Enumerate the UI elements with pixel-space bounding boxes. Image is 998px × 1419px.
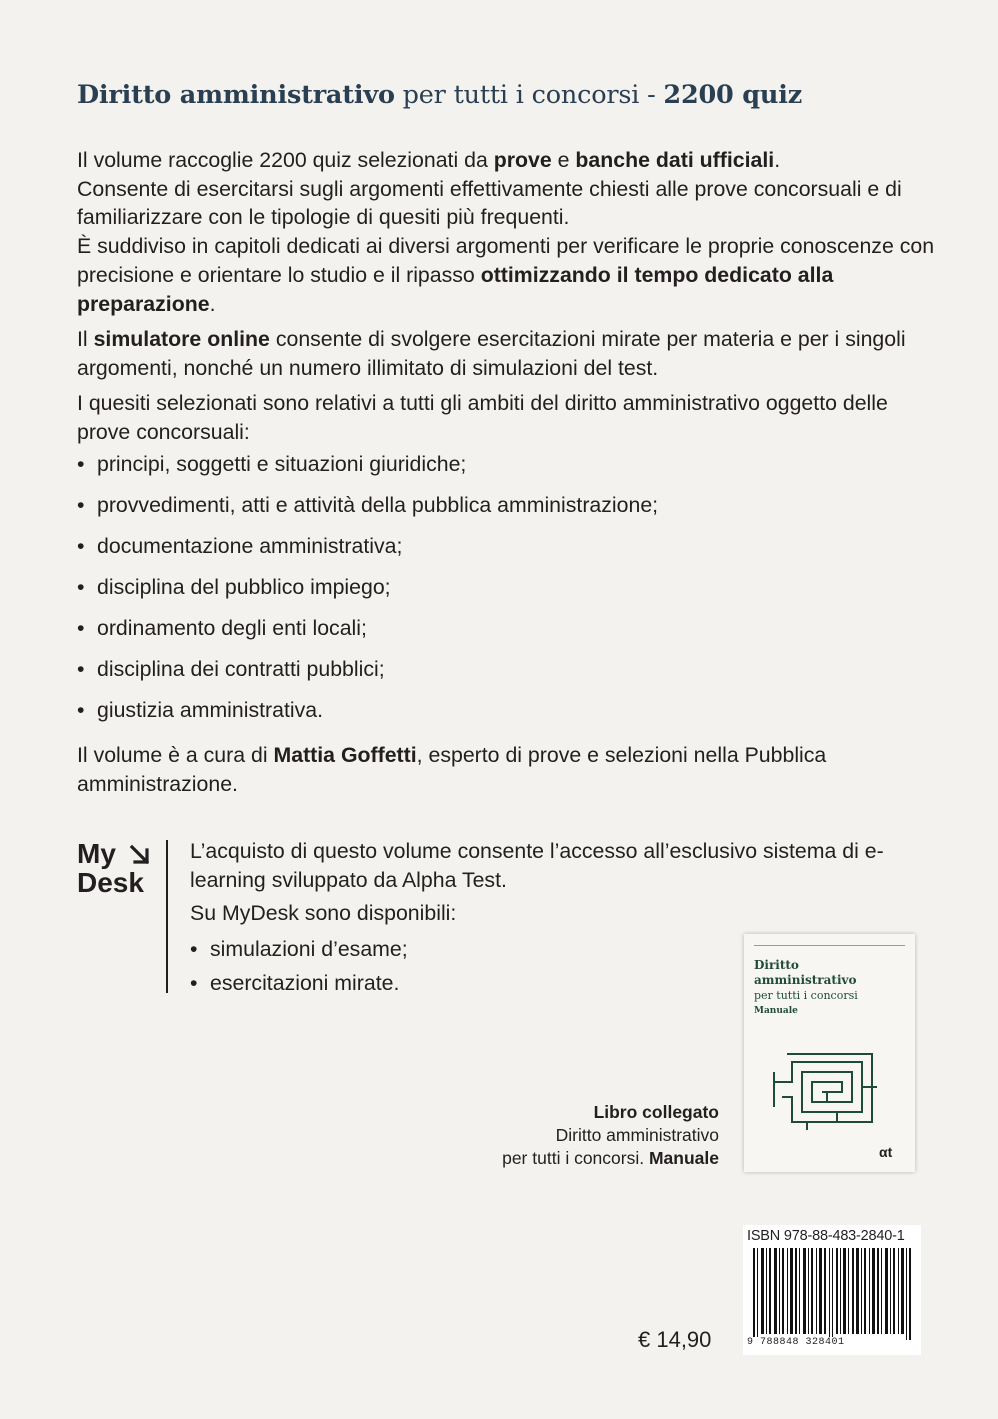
intro-paragraph [77,146,937,318]
editor-pre: Il volume è a cura di [77,743,274,767]
topics-intro-text: I quesiti selezionati sono relativi a tutti gli ambiti del diritto amministrativo oggetto delle prove concorsuali: [77,391,888,444]
related-book-cover [744,934,915,1172]
list-item: • principi, soggetti e situazioni giuridiche; [77,452,467,476]
bullet-icon: • [190,971,198,995]
mydesk-text1: L’acquisto di questo volume consente l’accesso all’esclusivo sistema di e-learning sviluppato da Alpha Test. [190,839,884,892]
intro-end: . [774,148,781,172]
publisher-logo-icon: αt [879,1144,893,1160]
barcode-digits: 9 788848 328401 [747,1337,845,1348]
list-item: • documentazione amministrativa; [77,534,403,558]
list-item: • ordinamento degli enti locali; [77,616,367,640]
cover-subtitle: per tutti i concorsi [754,989,858,1002]
mydesk-text2: Su MyDesk sono disponibili: [190,901,457,925]
divider [166,840,168,993]
intro-s3-bold: ottimizzando il tempo dedicato alla preparazione [77,262,834,316]
bullet-icon: • [77,575,85,599]
mydesk-logo: My Desk [77,838,144,898]
list-item: • simulazioni d’esame; [190,937,408,961]
related-line1: Diritto amministrativo [555,1125,719,1145]
topics-list [77,450,658,737]
arrow-down-right-icon [128,843,152,867]
mydesk-description [190,837,890,928]
intro-s3-end: . [209,291,216,316]
intro-s3: È suddiviso in capitoli dedicati ai diversi argomenti per verificare le proprie conoscenze con precisione e orientare lo studio e il ripasso [77,234,935,287]
barcode-icon [753,1248,915,1340]
topics-intro [77,389,937,446]
sim-pre: Il [77,327,94,351]
list-item: • provvedimenti, atti e attività della pubblica amministrazione; [77,493,659,517]
intro-b1: prove [493,148,552,172]
title-bold: Diritto amministrativo [77,80,395,110]
sim-bold: simulatore online [93,327,270,351]
price: € 14,90 [638,1327,712,1352]
bullet-icon: • [77,616,85,640]
cover-type: Manuale [754,1006,798,1016]
bullet-icon: • [77,534,85,558]
bullet-icon: • [77,452,85,476]
editor-name: Mattia Goffetti [273,743,417,767]
maze-illustration-icon [772,1052,882,1130]
list-item: • disciplina dei contratti pubblici; [77,657,385,681]
intro-s2: Consente di esercitarsi sugli argomenti effettivamente chiesti alle prove concorsuali e di familiarizzare con le tipologie di quesiti più frequenti. [77,176,902,230]
bullet-icon: • [77,698,85,722]
related-book [502,1101,719,1170]
bullet-icon: • [190,937,198,961]
related-label: Libro collegato [593,1102,719,1122]
related-line2: per tutti i concorsi. [502,1148,649,1168]
isbn: ISBN 978-88-483-2840-1 [747,1228,905,1244]
editor-rest: , esperto di prove e selezioni nella Pubblica amministrazione. [77,743,827,796]
title-regular: per tutti i concorsi - [394,80,664,110]
list-item: • disciplina del pubblico impiego; [77,575,391,599]
book-title [77,80,802,110]
editor-paragraph [77,741,937,798]
intro-b2: banche dati ufficiali [575,148,775,172]
cover-title2: amministrativo [754,973,857,987]
list-item: • esercitazioni mirate. [190,971,400,995]
related-line2-bold: Manuale [648,1148,719,1168]
bullet-icon: • [77,493,85,517]
intro-s1: Il volume raccoglie 2200 quiz selezionati da [77,148,494,172]
cover-title1: Diritto [754,958,799,972]
simulator-paragraph [77,325,937,382]
list-item: • giustizia amministrativa. [77,698,324,722]
sim-rest: consente di svolgere esercitazioni mirate per materia e per i singoli argomenti, nonché un numero illimitato di simulazioni del test. [77,327,906,380]
intro-mid: e [551,148,576,172]
bullet-icon: • [77,657,85,681]
title-quiz-count: 2200 quiz [663,80,802,110]
mydesk-features-list [190,935,408,1003]
